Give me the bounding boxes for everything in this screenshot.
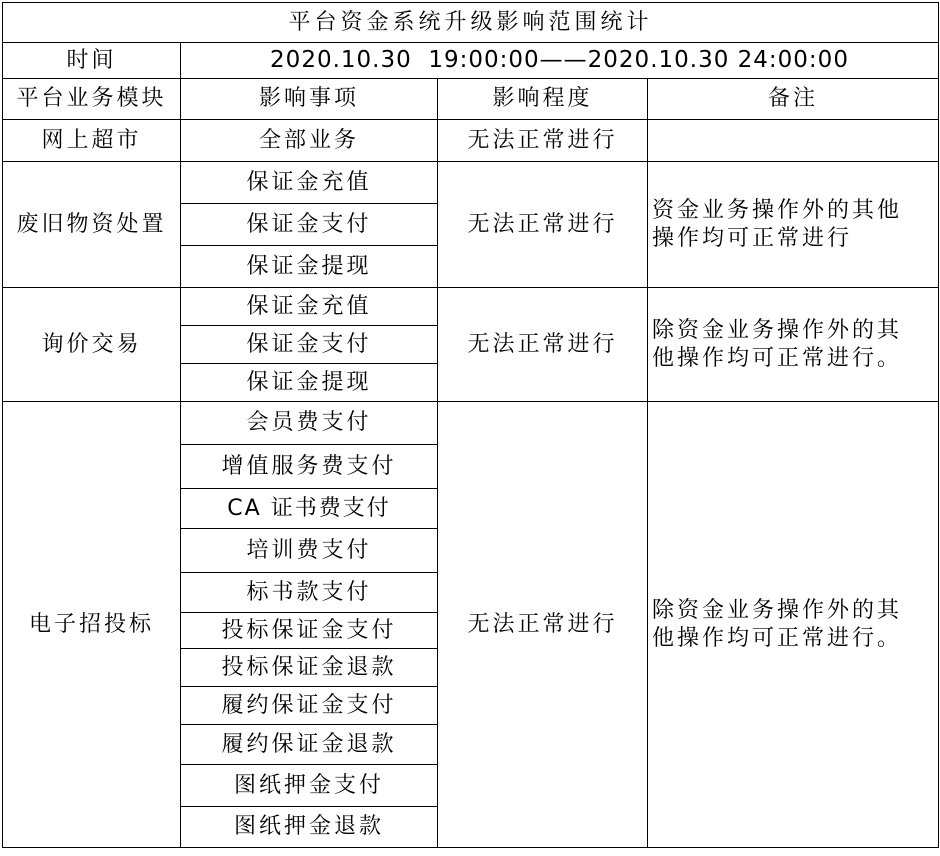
item-cell: 保证金充值 bbox=[181, 162, 438, 204]
header-row bbox=[3, 79, 939, 120]
item-cell: 投标保证金支付 bbox=[181, 613, 438, 649]
item-cell: 图纸押金支付 bbox=[181, 765, 438, 807]
item-cell: 保证金支付 bbox=[181, 204, 438, 246]
item-cell: 保证金充值 bbox=[181, 288, 438, 326]
table-row bbox=[3, 120, 939, 162]
table-row bbox=[3, 288, 939, 326]
note-line: 操作均可正常进行 bbox=[652, 225, 853, 251]
note-cell bbox=[648, 120, 939, 162]
item-cell: 全部业务 bbox=[181, 120, 438, 162]
item-cell: 保证金提现 bbox=[181, 364, 438, 402]
header-module: 平台业务模块 bbox=[3, 79, 181, 120]
table-title: 平台资金系统升级影响范围统计 bbox=[3, 3, 939, 43]
item-cell: 增值服务费支付 bbox=[181, 445, 438, 489]
header-impact: 影响程度 bbox=[438, 79, 648, 120]
note-line: 他操作均可正常进行。 bbox=[652, 625, 903, 651]
impact-statistics-sheet bbox=[2, 2, 938, 854]
module-cell: 询价交易 bbox=[3, 288, 181, 402]
time-row bbox=[3, 43, 939, 79]
item-cell: 保证金支付 bbox=[181, 326, 438, 364]
item-cell: 图纸押金退款 bbox=[181, 807, 438, 848]
note-line: 除资金业务操作外的其 bbox=[652, 318, 903, 343]
module-cell: 电子招投标 bbox=[3, 402, 181, 848]
table-row bbox=[3, 402, 939, 445]
note-cell bbox=[648, 288, 939, 402]
impact-cell: 无法正常进行 bbox=[438, 288, 648, 402]
item-cell: 履约保证金退款 bbox=[181, 725, 438, 765]
module-cell: 废旧物资处置 bbox=[3, 162, 181, 288]
impact-cell: 无法正常进行 bbox=[438, 120, 648, 162]
item-cell: 会员费支付 bbox=[181, 402, 438, 445]
impact-cell: 无法正常进行 bbox=[438, 402, 648, 848]
item-cell: 标书款支付 bbox=[181, 573, 438, 613]
item-cell: 履约保证金支付 bbox=[181, 687, 438, 725]
item-cell: 培训费支付 bbox=[181, 529, 438, 573]
item-cell: 保证金提现 bbox=[181, 246, 438, 288]
item-cell: 投标保证金退款 bbox=[181, 649, 438, 687]
impact-cell: 无法正常进行 bbox=[438, 162, 648, 288]
note-line: 除资金业务操作外的其 bbox=[652, 598, 903, 623]
note-cell bbox=[648, 402, 939, 848]
item-cell: CA 证书费支付 bbox=[181, 489, 438, 529]
note-line: 资金业务操作外的其他 bbox=[652, 198, 903, 223]
note-line: 他操作均可正常进行。 bbox=[652, 345, 903, 371]
impact-table bbox=[2, 2, 939, 848]
title-row bbox=[3, 3, 939, 43]
table-row bbox=[3, 162, 939, 204]
header-note: 备注 bbox=[648, 79, 939, 120]
module-cell: 网上超市 bbox=[3, 120, 181, 162]
header-item: 影响事项 bbox=[181, 79, 438, 120]
time-label: 时间 bbox=[3, 43, 181, 79]
time-range: 2020.10.30 19:00:00——2020.10.30 24:00:00 bbox=[181, 43, 939, 79]
note-cell bbox=[648, 162, 939, 288]
